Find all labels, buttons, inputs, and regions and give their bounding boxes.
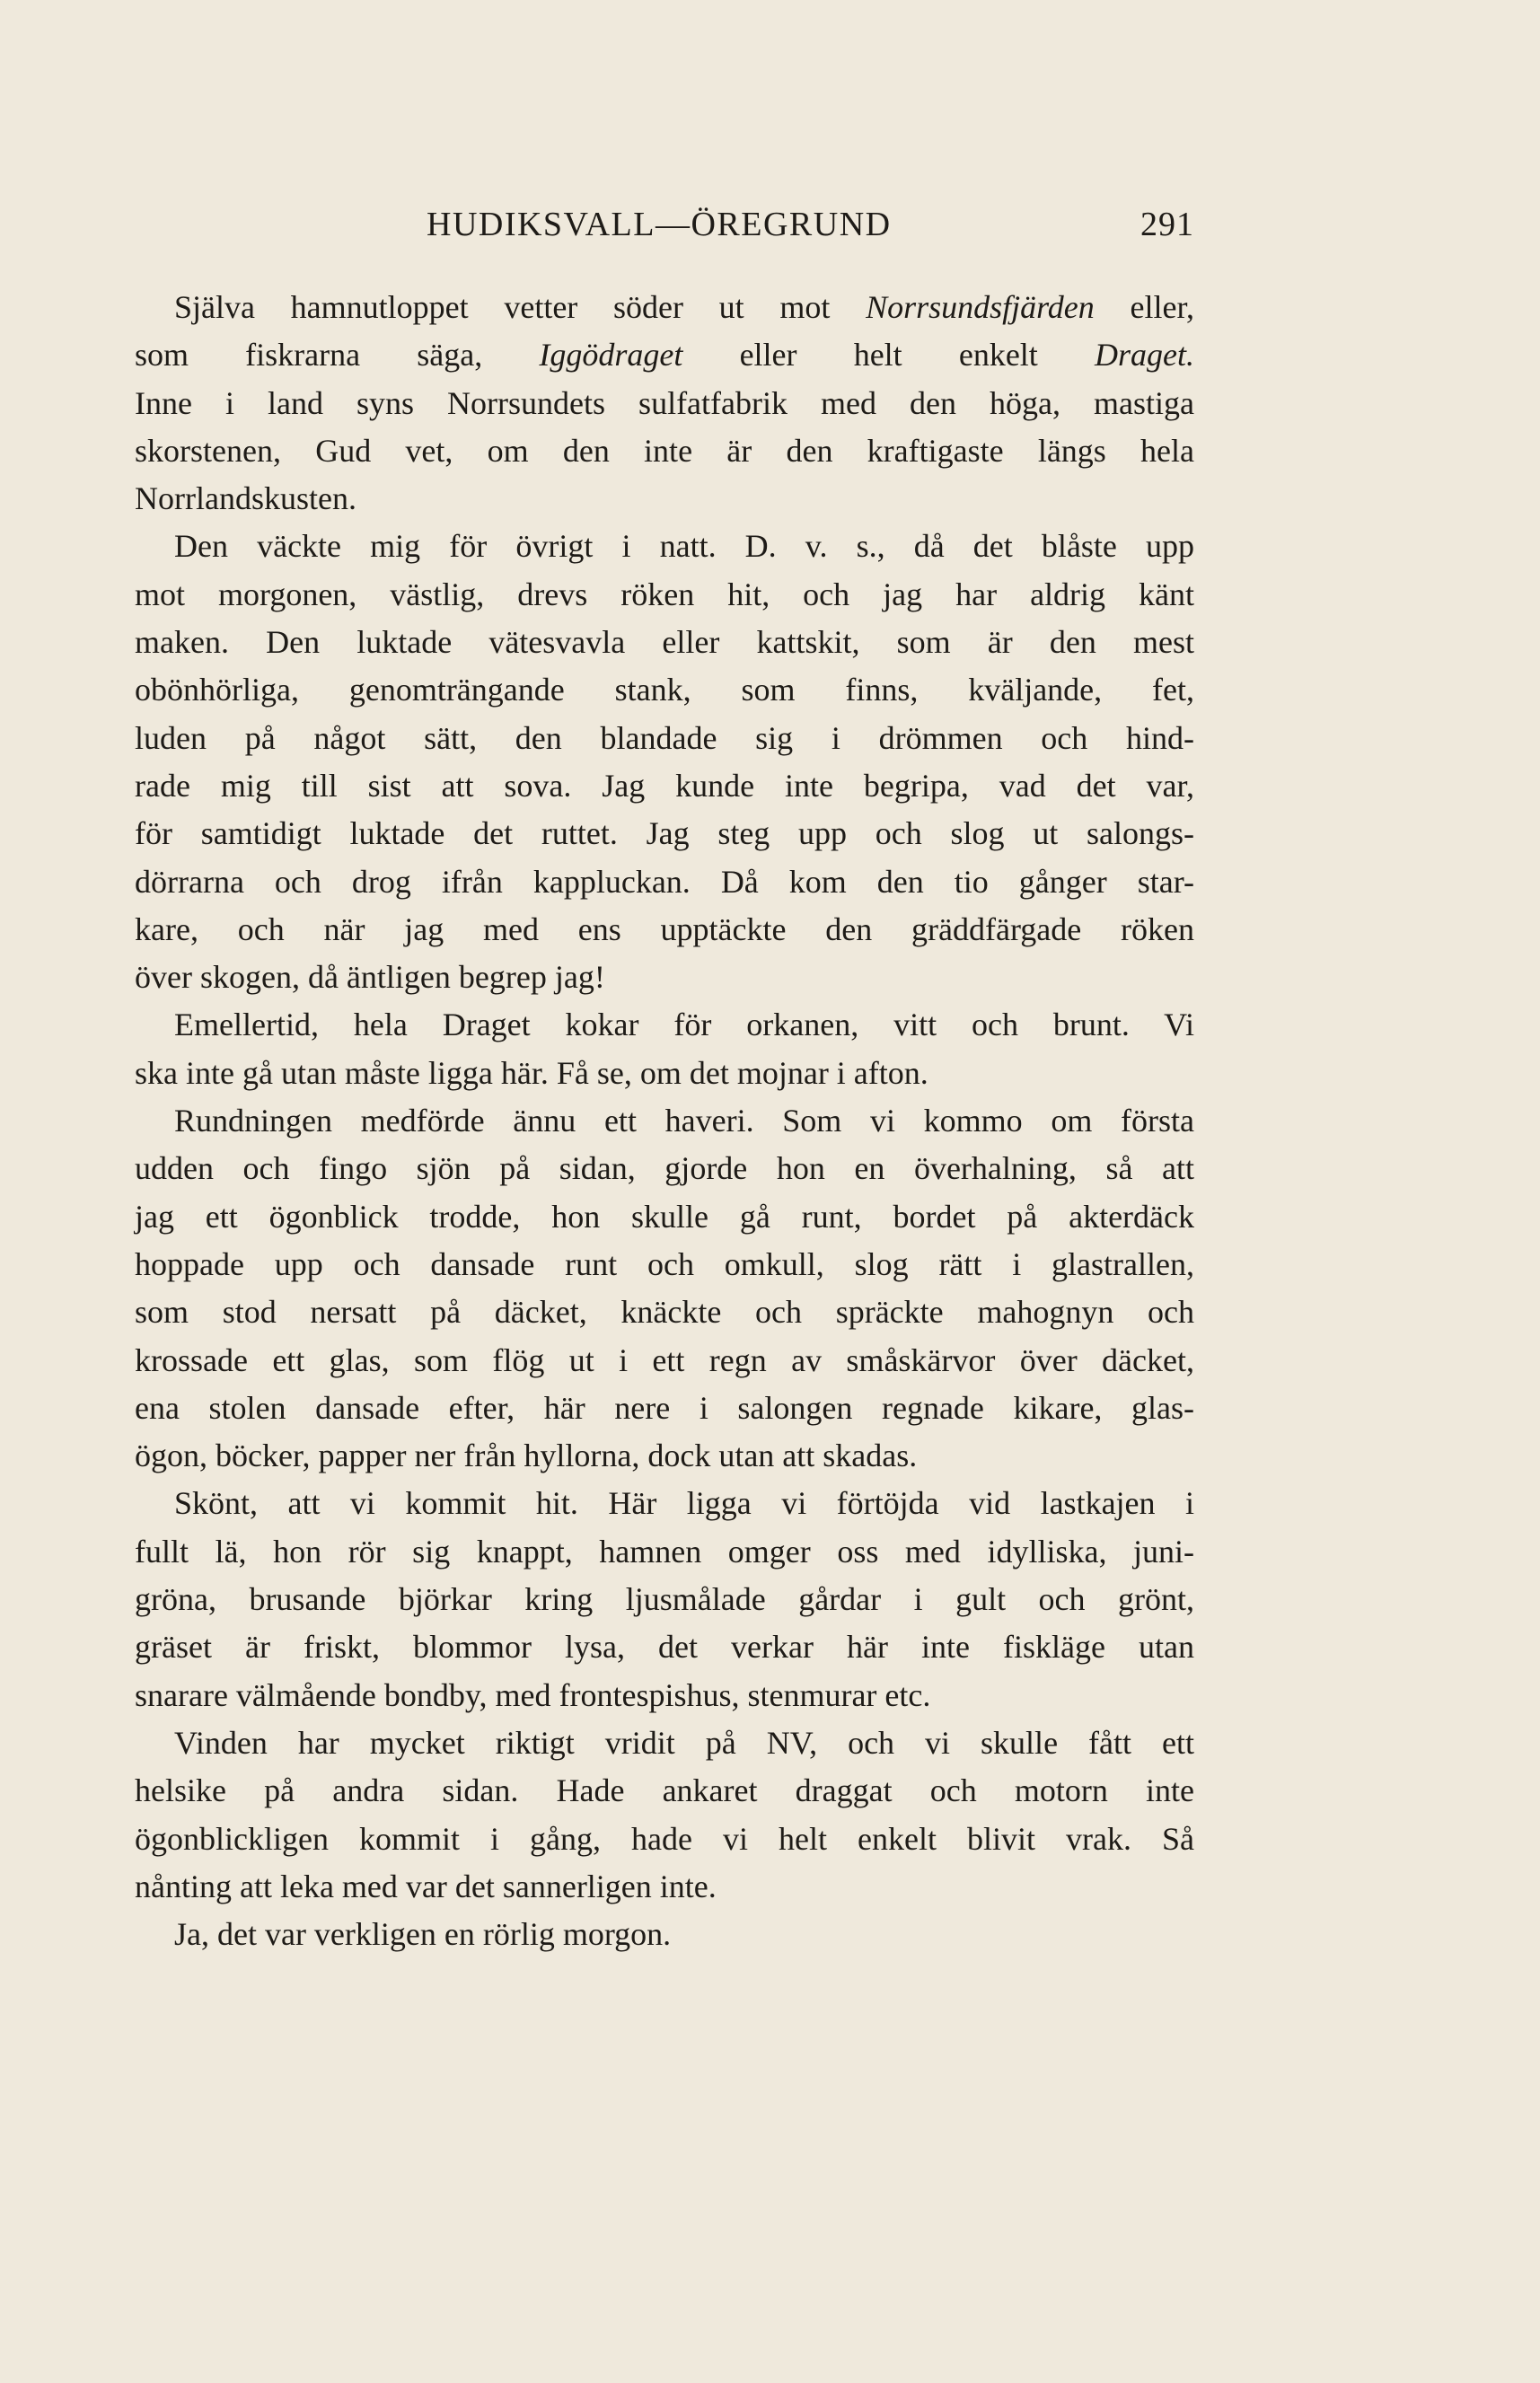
text-run: Själva hamnutloppet vetter söder ut mot (174, 289, 867, 325)
text-run: Skönt, att vi kommit hit. Här ligga vi förtöjda vid lastkajen i (174, 1485, 1194, 1522)
text-run: helsike på andra sidan. Hade ankaret draggat och motorn inte (135, 1772, 1194, 1809)
text-run: nånting att leka med var det sannerligen inte. (135, 1868, 717, 1904)
text-run: skorstenen, Gud vet, om den inte är den kraftigaste längs hela (135, 432, 1194, 469)
paragraph (135, 1097, 1194, 1480)
text-line (135, 1576, 1194, 1623)
text-line (135, 1432, 1194, 1480)
text-run: som stod nersatt på däcket, knäckte och spräckte mahognyn och (135, 1294, 1194, 1331)
text-line (135, 1050, 1194, 1097)
text-run: jag ett ögonblick trodde, hon skulle gå runt, bordet på akterdäck (135, 1198, 1194, 1235)
paragraph (135, 1001, 1194, 1097)
text-line (135, 1145, 1194, 1192)
text-run: kare, och när jag med ens upptäckte den gräddfärgade röken (135, 910, 1194, 947)
text-line (135, 380, 1194, 427)
text-run: fullt lä, hon rör sig knappt, hamnen omger oss med idylliska, juni- (135, 1533, 1194, 1570)
text-run: obönhörliga, genomträngande stank, som finns, kväljande, fet, (135, 672, 1194, 708)
body-text (135, 284, 1194, 1958)
text-run: snarare välmående bondby, med frontespishus, stenmurar etc. (135, 1676, 931, 1713)
text-line (135, 1767, 1194, 1815)
paragraph (135, 1719, 1194, 1911)
text-line (135, 858, 1194, 906)
text-run: för samtidigt luktade det ruttet. Jag steg upp och slog ut salongs- (135, 815, 1194, 852)
text-run: Emellertid, hela Draget kokar för orkanen, vitt och brunt. Vi (174, 1007, 1194, 1043)
italic-text: Iggödraget (539, 337, 683, 374)
text-run: Norrlandskusten. (135, 480, 356, 517)
text-line (135, 523, 1194, 570)
text-line (135, 1001, 1194, 1049)
text-line (135, 1193, 1194, 1241)
paragraph (135, 284, 1194, 523)
text-run: ögonblickligen kommit i gång, hade vi helt enkelt blivit vrak. Så (135, 1820, 1194, 1857)
text-line (135, 906, 1194, 954)
text-run: krossade ett glas, som flög ut i ett regn av småskärvor över däcket, (135, 1341, 1194, 1378)
text-run: Inne i land syns Norrsundets sulfatfabrik med den höga, mastiga (135, 384, 1194, 421)
text-run: gräset är friskt, blommor lysa, det verkar här inte fiskläge utan (135, 1629, 1194, 1666)
text-line (135, 715, 1194, 762)
text-run: Den väckte mig för övrigt i natt. D. v. s., då det blåste upp (174, 528, 1194, 565)
text-run: ska inte gå utan måste ligga här. Få se, om det mojnar i afton. (135, 1054, 928, 1091)
text-line (135, 1816, 1194, 1863)
text-line (135, 619, 1194, 666)
text-line (135, 1097, 1194, 1145)
text-run: rade mig till sist att sova. Jag kunde inte begripa, vad det var, (135, 767, 1194, 804)
text-line (135, 810, 1194, 857)
text-line (135, 1288, 1194, 1336)
italic-text: Draget. (1094, 337, 1194, 374)
running-head (135, 205, 1194, 259)
text-line (135, 1480, 1194, 1527)
text-run: över skogen, då äntligen begrep jag! (135, 959, 605, 996)
text-line (135, 954, 1194, 1001)
text-run: mot morgonen, västlig, drevs röken hit, och jag har aldrig känt (135, 576, 1194, 612)
text-line (135, 427, 1194, 475)
paragraph (135, 1480, 1194, 1719)
text-run: dörrarna och drog ifrån kappluckan. Då kom den tio gånger star- (135, 863, 1194, 900)
text-run: hoppade upp och dansade runt och omkull, slog rätt i glastrallen, (135, 1245, 1194, 1282)
text-run: eller helt enkelt (682, 337, 1095, 374)
text-run: Vinden har mycket riktigt vridit på NV, och vi skulle fått ett (174, 1724, 1194, 1761)
text-line (135, 762, 1194, 810)
text-run: ena stolen dansade efter, här nere i salongen regnade kikare, glas- (135, 1389, 1194, 1426)
text-line (135, 1528, 1194, 1576)
page-number: 291 (1140, 206, 1194, 243)
text-line (135, 1241, 1194, 1288)
text-line (135, 1911, 1194, 1958)
text-run: luden på något sätt, den blandade sig i drömmen och hind- (135, 719, 1194, 756)
text-run: som fiskrarna säga, (135, 337, 540, 374)
text-line (135, 666, 1194, 714)
text-run: gröna, brusande björkar kring ljusmålade gårdar i gult och grönt, (135, 1581, 1194, 1618)
text-line (135, 1863, 1194, 1911)
text-line (135, 1623, 1194, 1671)
text-line (135, 284, 1194, 331)
text-line (135, 1337, 1194, 1385)
text-line (135, 331, 1194, 379)
italic-text: Norrsundsfjärden (866, 289, 1095, 325)
text-run: eller, (1094, 289, 1194, 325)
text-run: udden och fingo sjön på sidan, gjorde hon en överhalning, så att (135, 1150, 1194, 1187)
text-line (135, 571, 1194, 619)
text-run: ögon, böcker, papper ner från hyllorna, dock utan att skadas. (135, 1438, 918, 1474)
paragraph (135, 523, 1194, 1001)
paragraph (135, 1911, 1194, 1958)
text-line (135, 475, 1194, 523)
text-run: Ja, det var verkligen en rörlig morgon. (174, 1916, 672, 1953)
text-line (135, 1385, 1194, 1432)
text-line (135, 1719, 1194, 1767)
text-run: maken. Den luktade vätesvavla eller kattskit, som är den mest (135, 624, 1194, 661)
text-run: Rundningen medförde ännu ett haveri. Som vi kommo om första (174, 1103, 1194, 1139)
running-title: HUDIKSVALL—ÖREGRUND (427, 206, 892, 243)
text-line (135, 1672, 1194, 1719)
